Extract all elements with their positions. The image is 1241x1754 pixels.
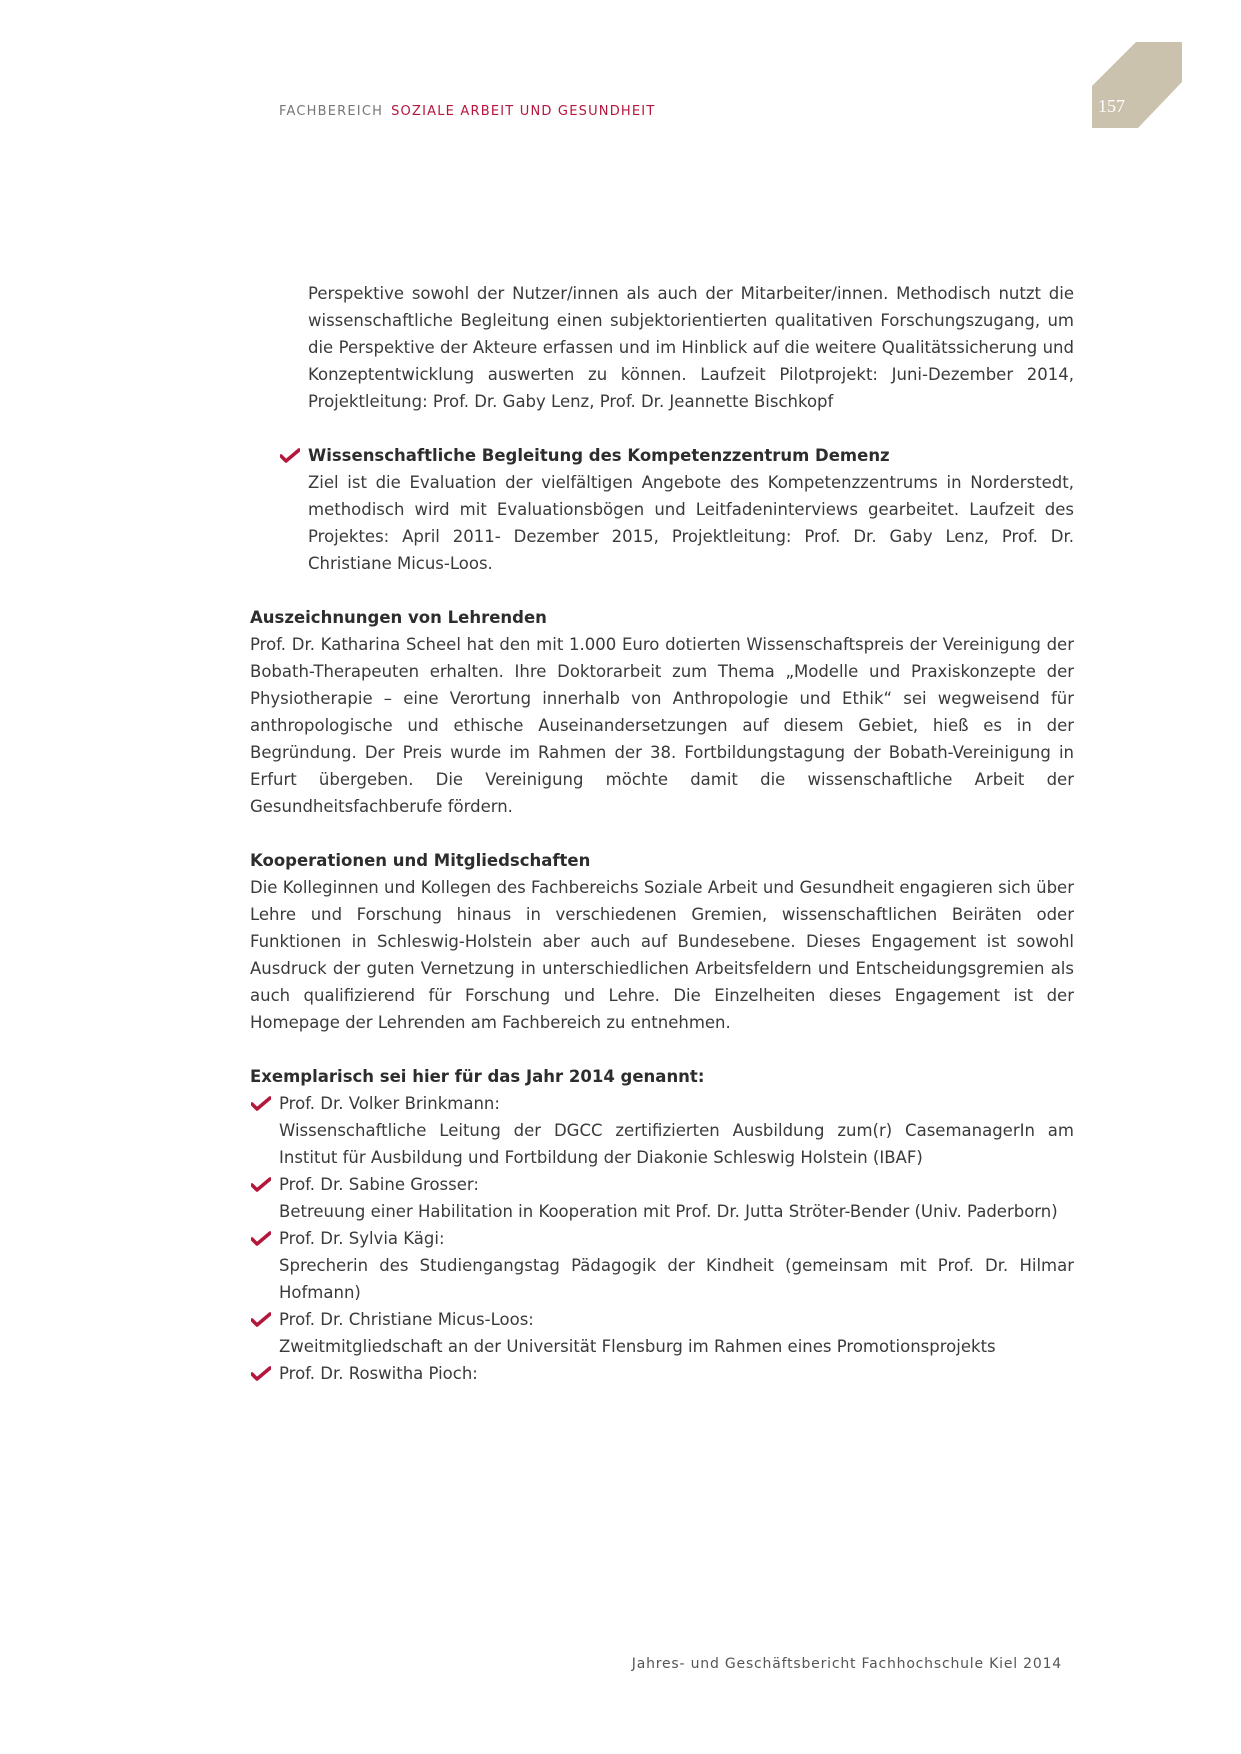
list-item-text: Betreuung einer Habilitation in Kooperation mit Prof. Dr. Jutta Ströter-Bender (Univ. Paderborn): [279, 1202, 1058, 1221]
list-item: [250, 1225, 1074, 1306]
check-icon: [251, 1366, 271, 1381]
list-item: [250, 1090, 1074, 1171]
page-number: 157: [1098, 96, 1125, 116]
footer-text: Jahres- und Geschäftsbericht Fachhochschule Kiel 2014: [631, 1656, 1062, 1672]
list-item: [250, 1306, 1074, 1360]
list-item-text: Wissenschaftliche Leitung der DGCC zertifizierten Ausbildung zum(r) CasemanagerIn am Institut für Ausbildung und Fortbildung der Diakonie Schleswig Holstein (IBAF): [279, 1121, 1074, 1167]
list-item-name: Prof. Dr. Volker Brinkmann:: [279, 1094, 500, 1113]
intro-paragraph: Perspektive sowohl der Nutzer/innen als auch der Mitarbeiter/innen. Methodisch nutzt die wissenschaftliche Begleitung einen subjektorientierten qualitativen Forschungszugang, um die Perspektive der Akteure erfassen und im Hinblick auf die weitere Qualitätssicherung und Konzeptentwicklung auswerten zu können. Laufzeit Pilotprojekt: Juni-Dezember 2014, Projektleitung: Prof. Dr. Gaby Lenz, Prof. Dr. Jeannette Bischkopf: [308, 284, 1074, 411]
project-item: [279, 442, 1074, 577]
cooperations-heading: Kooperationen und Mitgliedschaften: [250, 851, 591, 870]
awards-text: Prof. Dr. Katharina Scheel hat den mit 1.000 Euro dotierten Wissenschaftspreis der Vereinigung der Bobath-Therapeuten erhalten. Ihre Doktorarbeit zum Thema „Modelle und Praxiskonzepte der Physiotherapie – eine Verortung innerhalb von Anthropologie und Ethik“ sei wegweisend für anthropologische und ethische Auseinandersetzungen auf diesem Gebiet, hieß es in der Begründung. Der Preis wurde im Rahmen der 38. Fortbildungstagung der Bobath-Vereinigung in Erfurt übergeben. Die Vereinigung möchte damit die wissenschaftliche Arbeit der Gesundheitsfachberufe fördern.: [250, 635, 1074, 816]
check-icon: [251, 1231, 271, 1246]
section-label: [279, 104, 656, 119]
check-icon: [251, 1312, 271, 1327]
awards-heading: Auszeichnungen von Lehrenden: [250, 608, 547, 627]
list-item-name: Prof. Dr. Christiane Micus-Loos:: [279, 1310, 534, 1329]
list-item-text: Zweitmitgliedschaft an der Universität Flensburg im Rahmen eines Promotionsprojekts: [279, 1337, 996, 1356]
list-item-name: Prof. Dr. Sabine Grosser:: [279, 1175, 479, 1194]
list-item-name: Prof. Dr. Roswitha Pioch:: [279, 1364, 478, 1383]
area-label: SOZIALE ARBEIT UND GESUNDHEIT: [391, 104, 656, 119]
cooperations-text: Die Kolleginnen und Kollegen des Fachbereichs Soziale Arbeit und Gesundheit engagieren sich über Lehre und Forschung hinaus in verschiedenen Gremien, wissenschaftlichen Beiräten oder Funktionen in Schleswig-Holstein aber auch auf Bundesebene. Dieses Engagement ist sowohl Ausdruck der guten Vernetzung in unterschiedlichen Arbeitsfeldern und Entscheidungsgremien als auch qualifizierend für Forschung und Lehre. Die Einzelheiten dieses Engagement ist der Homepage der Lehrenden am Fachbereich zu entnehmen.: [250, 878, 1074, 1032]
check-icon: [251, 1096, 271, 1111]
main-content: [250, 280, 1074, 1387]
list-item: [250, 1171, 1074, 1225]
list-item-text: Sprecherin des Studiengangstag Pädagogik der Kindheit (gemeinsam mit Prof. Dr. Hilmar Hofmann): [279, 1256, 1074, 1302]
awards-section: [250, 604, 1074, 820]
list-item-name: Prof. Dr. Sylvia Kägi:: [279, 1229, 445, 1248]
department-label: FACHBEREICH: [279, 104, 384, 119]
examples-section: [250, 1063, 1074, 1387]
list-item: [250, 1360, 1074, 1387]
check-icon: [251, 1177, 271, 1192]
cooperations-section: [250, 847, 1074, 1036]
check-icon: [280, 448, 300, 463]
examples-heading: Exemplarisch sei hier für das Jahr 2014 genannt:: [250, 1067, 705, 1086]
project-text: Ziel ist die Evaluation der vielfältigen Angebote des Kompetenzzentrums in Norderstedt, methodisch wird mit Evaluationsbögen und Leitfadeninterviews gearbeitet. Laufzeit des Projektes: April 2011- Dezember 2015, Projektleitung: Prof. Dr. Gaby Lenz, Prof. Dr. Christiane Micus-Loos.: [308, 473, 1074, 573]
project-title: Wissenschaftliche Begleitung des Kompetenzzentrum Demenz: [308, 446, 890, 465]
